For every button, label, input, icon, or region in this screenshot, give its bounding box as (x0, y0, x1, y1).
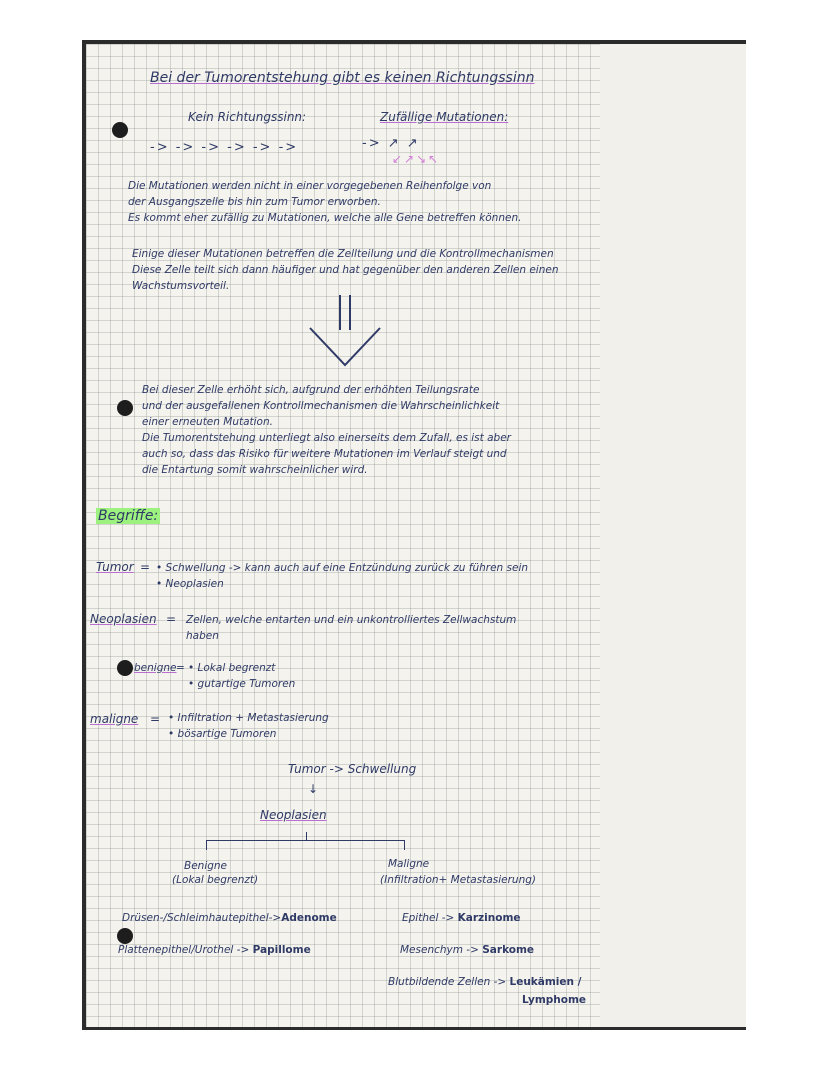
term-sep: = (166, 612, 177, 626)
random-arrows-pink: ↙↗↘↖ (392, 152, 441, 166)
tree-left-title: Benigne (184, 860, 228, 872)
tree-top: Tumor -> Schwellung (288, 762, 417, 776)
punch-hole (117, 928, 133, 944)
term-benigne-line: • gutartige Tumoren (188, 678, 296, 690)
para3-line: Bei dieser Zelle erhöht sich, aufgrund der erhöhten Teilungsrate (142, 384, 480, 396)
punch-hole (117, 660, 133, 676)
terms-heading: Begriffe: (98, 508, 159, 524)
term-tumor: Tumor (96, 560, 134, 574)
term-benigne: benigne (134, 662, 177, 674)
para3-line: auch so, dass das Risiko für weitere Mutationen im Verlauf steigt und (142, 448, 507, 460)
tree-middle: Neoplasien (260, 808, 327, 822)
straight-arrows: -> -> -> -> -> -> (150, 140, 299, 155)
para3-line: die Entartung somit wahrscheinlicher wird. (142, 464, 368, 476)
tree-left-item: Plattenepithel/Urothel -> Papillome (118, 944, 311, 956)
tree-down-arrow: ↓ (308, 782, 319, 796)
para1-line: der Ausgangszelle bis hin zum Tumor erworben. (128, 196, 381, 208)
term-neoplasien: Neoplasien (90, 612, 157, 626)
term-tumor-line: • Neoplasien (156, 578, 224, 590)
para1-line: Die Mutationen werden nicht in einer vorgegebenen Reihenfolge von (128, 180, 492, 192)
tree-right-title: Maligne (388, 858, 430, 870)
tree-right-item: Mesenchym -> Sarkome (400, 944, 535, 956)
adjacent-page (600, 44, 746, 1027)
tree-branch-left (206, 840, 207, 850)
para2-line: Wachstumsvorteil. (132, 280, 230, 292)
tree-left-sub: (Lokal begrenzt) (172, 874, 259, 886)
random-arrows: -> ↗ ↗ (362, 136, 420, 151)
term-tumor-line: • Schwellung -> kann auch auf eine Entzündung zurück zu führen sein (156, 562, 529, 574)
tree-branch-stem (306, 832, 307, 840)
term-sep: = (150, 712, 161, 726)
page-title: Bei der Tumorentstehung gibt es keinen Richtungssinn (150, 70, 535, 86)
term-benigne-line: • Lokal begrenzt (188, 662, 276, 674)
tree-branch-line (206, 840, 404, 841)
para2-line: Einige dieser Mutationen betreffen die Zellteilung und die Kontrollmechanismen (132, 248, 554, 260)
tree-branch-right (404, 840, 405, 850)
term-maligne-line: • bösartige Tumoren (168, 728, 277, 740)
term-sep: = (140, 560, 151, 574)
tree-right-item: Epithel -> Karzinome (402, 912, 521, 924)
big-down-arrow (300, 290, 390, 370)
para2-line: Diese Zelle teilt sich dann häufiger und hat gegenüber den anderen Zellen einen (132, 264, 559, 276)
left-heading: Kein Richtungssinn: (188, 110, 307, 124)
term-neoplasien-line: Zellen, welche entarten und ein unkontrolliertes Zellwachstum (186, 614, 517, 626)
para3-line: Die Tumorentstehung unterliegt also einerseits dem Zufall, es ist aber (142, 432, 511, 444)
right-heading: Zufällige Mutationen: (380, 110, 509, 124)
para3-line: einer erneuten Mutation. (142, 416, 273, 428)
tree-right-item: Lymphome (522, 994, 587, 1006)
term-sep: = (176, 662, 185, 674)
punch-hole (117, 400, 133, 416)
para1-line: Es kommt eher zufällig zu Mutationen, welche alle Gene betreffen können. (128, 212, 522, 224)
term-neoplasien-line: haben (186, 630, 219, 642)
term-maligne: maligne (90, 712, 139, 726)
tree-right-sub: (Infiltration+ Metastasierung) (380, 874, 536, 886)
para3-line: und der ausgefallenen Kontrollmechanismen die Wahrscheinlichkeit (142, 400, 500, 412)
punch-hole (112, 122, 128, 138)
tree-left-item: Drüsen-/Schleimhautepithel->Adenome (122, 912, 337, 924)
tree-right-item: Blutbildende Zellen -> Leukämien / (388, 976, 582, 988)
term-maligne-line: • Infiltration + Metastasierung (168, 712, 329, 724)
